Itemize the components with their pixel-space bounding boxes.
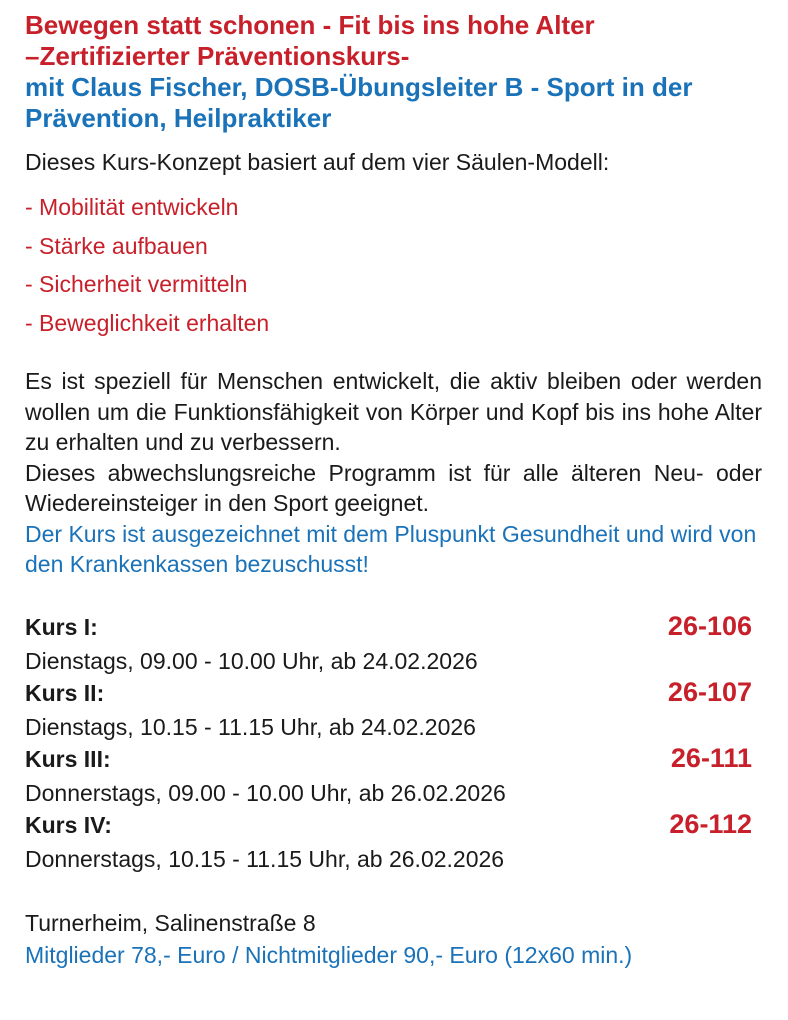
course-name: Kurs IV: (25, 811, 112, 838)
course-name: Kurs III: (25, 745, 111, 772)
concept-intro: Dieses Kurs-Konzept basiert auf dem vier Säulen-Modell: (25, 149, 610, 175)
course-entry (25, 809, 762, 875)
price-info: Mitglieder 78,- Euro / Nichtmitglieder 90,- Euro (12x60 min.) (25, 941, 633, 968)
venue-address: Turnerheim, Salinenstraße 8 (25, 909, 316, 936)
course-code: 26-111 (670, 742, 752, 773)
course-entry (25, 743, 762, 809)
course-schedule: Donnerstags, 09.00 - 10.00 Uhr, ab 26.02.2026 (25, 779, 506, 806)
course-title: Bewegen statt schonen - Fit bis ins hohe Alter (25, 10, 595, 40)
description-paragraph: Es ist speziell für Menschen entwickelt, die aktiv bleiben oder werden wollen um die Funktionsfähigkeit von Körper und Kopf bis ins hohe Alter zu erhalten und zu verbessern. (25, 368, 762, 455)
certification-note: Der Kurs ist ausgezeichnet mit dem Pluspunkt Gesundheit und wird von den Krankenkassen bezuschusst! (25, 520, 757, 577)
pillar-item: - Sicherheit vermitteln (25, 271, 248, 297)
course-certification: –Zertifizierter Präventionskurs- (25, 41, 410, 71)
pillar-item: - Beweglichkeit erhalten (25, 309, 270, 336)
instructor-line: mit Claus Fischer, DOSB-Übungsleiter B - Sport in der Prävention, Heilpraktiker (25, 72, 693, 133)
course-code: 26-106 (667, 610, 752, 641)
course-schedule: Dienstags, 10.15 - 11.15 Uhr, ab 24.02.2026 (25, 713, 476, 740)
course-code: 26-107 (667, 676, 752, 707)
course-name: Kurs II: (25, 679, 105, 706)
course-entry (25, 677, 762, 743)
pillar-list (25, 188, 762, 342)
pillar-item: - Stärke aufbauen (25, 232, 208, 259)
course-schedule: Donnerstags, 10.15 - 11.15 Uhr, ab 26.02.2026 (25, 845, 505, 872)
course-code: 26-112 (669, 808, 752, 839)
course-entry (25, 611, 762, 677)
target-group-paragraph: Dieses abwechslungsreiche Programm ist für alle älteren Neu- oder Wiedereinsteiger in den Sport geeignet. (25, 459, 762, 516)
course-schedule: Dienstags, 09.00 - 10.00 Uhr, ab 24.02.2026 (25, 647, 478, 674)
pillar-item: - Mobilität entwickeln (25, 194, 239, 220)
course-list (25, 611, 762, 875)
course-name: Kurs I: (25, 613, 98, 640)
